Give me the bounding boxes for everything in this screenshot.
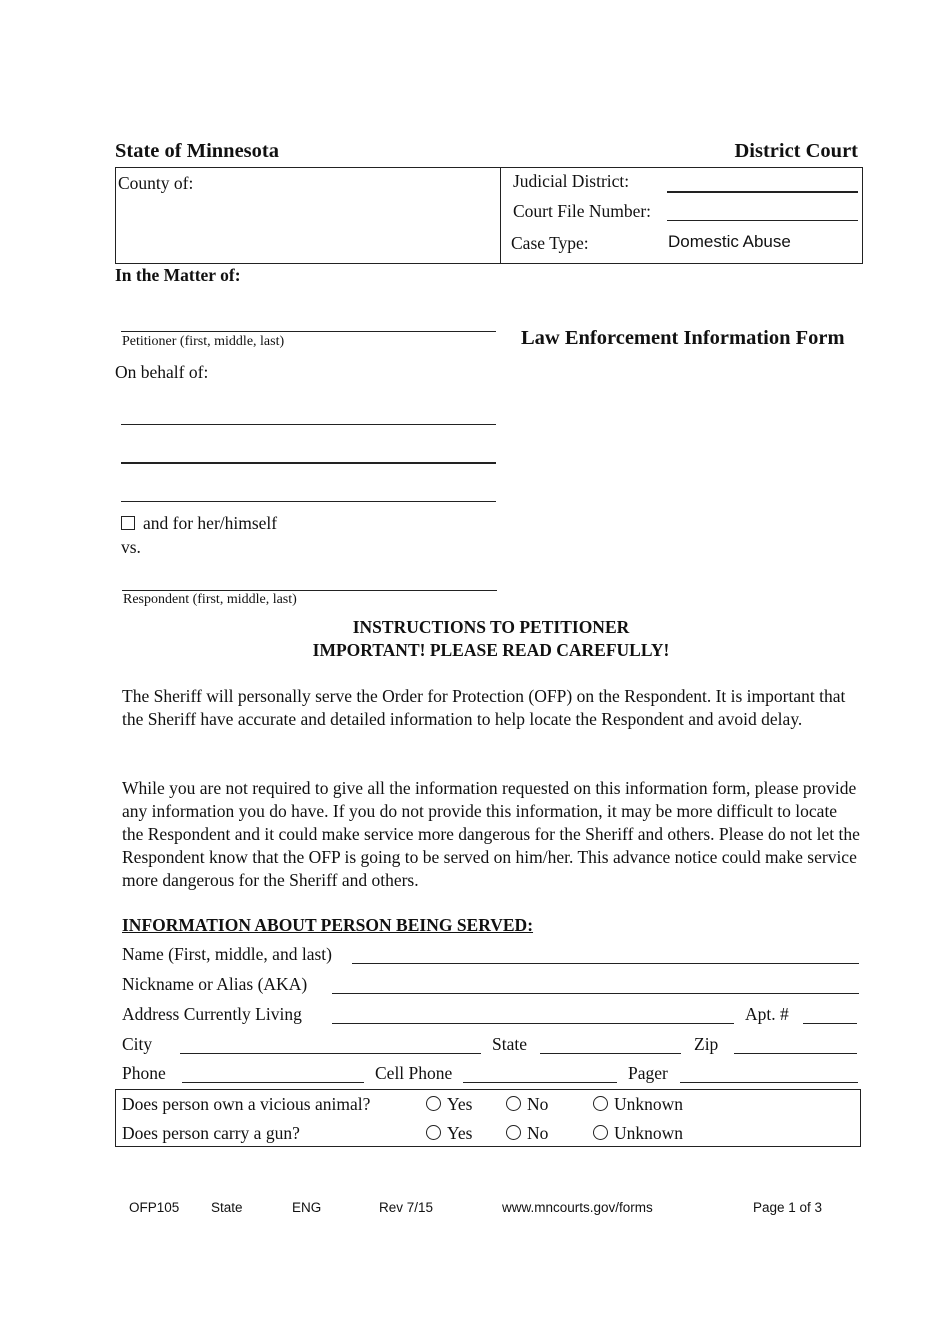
footer-url[interactable]: www.mncourts.gov/forms [502,1200,653,1215]
carry-gun-no[interactable] [506,1123,548,1144]
cell-phone-field[interactable] [463,1082,617,1083]
radio-icon[interactable] [593,1096,608,1111]
radio-icon[interactable] [506,1096,521,1111]
address-field[interactable] [332,1023,734,1024]
footer-language: ENG [292,1200,322,1215]
footer-jurisdiction: State [211,1200,243,1215]
radio-icon[interactable] [593,1125,608,1140]
vicious-animal-question: Does person own a vicious animal? [122,1094,371,1114]
court-file-number-label: Court File Number: [513,201,652,221]
on-behalf-of-label: On behalf of: [115,362,209,382]
pager-field[interactable] [680,1082,858,1083]
and-for-self-label: and for her/himself [143,513,278,533]
behalf-line-2[interactable] [121,462,496,464]
address-label: Address Currently Living [122,1004,302,1024]
apt-field[interactable] [803,1023,857,1024]
vs-label: vs. [121,537,141,557]
form-title: Law Enforcement Information Form [521,327,845,349]
petitioner-label: Petitioner (first, middle, last) [122,334,285,349]
carry-gun-unknown[interactable] [593,1123,683,1144]
alias-label: Nickname or Alias (AKA) [122,974,308,994]
court-file-number-field[interactable] [667,220,858,221]
state-label: State [492,1034,527,1054]
footer-page: Page 1 of 3 [753,1200,823,1215]
city-field[interactable] [180,1053,481,1054]
case-type-value: Domestic Abuse [668,232,791,251]
option-yes-label: Yes [447,1094,473,1114]
important-heading: IMPORTANT! PLEASE READ CAREFULLY! [312,640,670,660]
instructions-paragraph-1: The Sheriff will personally serve the Order for Protection (OFP) on the Respondent. It is important that the Sheriff have accurate and detailed information to help locate the Respondent and avoid delay. [122,686,846,729]
name-label: Name (First, middle, and last) [122,944,332,964]
footer-revision: Rev 7/15 [379,1200,434,1215]
option-no-label: No [527,1123,549,1143]
respondent-name-field[interactable] [122,590,497,591]
vicious-animal-yes[interactable] [426,1094,472,1115]
vicious-animal-no[interactable] [506,1094,548,1115]
in-the-matter-of: In the Matter of: [115,265,241,285]
and-for-self-checkbox[interactable] [121,516,135,530]
radio-icon[interactable] [426,1125,441,1140]
petitioner-name-field[interactable] [121,331,496,332]
respondent-label: Respondent (first, middle, last) [123,592,297,607]
cell-phone-label: Cell Phone [375,1063,453,1083]
phone-field[interactable] [182,1082,364,1083]
state-field[interactable] [540,1053,681,1054]
city-label: City [122,1034,153,1054]
option-yes-label: Yes [447,1123,473,1143]
judicial-district-field[interactable] [667,191,858,193]
person-section-heading: INFORMATION ABOUT PERSON BEING SERVED: [122,915,534,935]
carry-gun-question: Does person carry a gun? [122,1123,300,1143]
behalf-line-3[interactable] [121,501,496,502]
vicious-animal-unknown[interactable] [593,1094,683,1115]
county-label: County of: [118,173,194,193]
radio-icon[interactable] [506,1125,521,1140]
apt-label: Apt. # [745,1004,789,1024]
option-unknown-label: Unknown [614,1123,684,1143]
zip-label: Zip [694,1034,719,1054]
instructions-heading: INSTRUCTIONS TO PETITIONER [352,617,630,637]
phone-label: Phone [122,1063,166,1083]
caption-divider [500,167,501,263]
instructions-paragraph-2: While you are not required to give all the information requested on this information form, please provide any information you do have. If you do not provide this information, it may be more difficult to locate the Respondent and it could make service more dangerous for the Sheriff and others. Please do not let the Respondent know that the OFP is going to be served on him/her. This advance notice could make service more dangerous for the Sheriff and others. [122,778,860,890]
case-type-label: Case Type: [511,233,589,253]
pager-label: Pager [628,1063,668,1083]
option-no-label: No [527,1094,549,1114]
alias-field[interactable] [332,993,859,994]
behalf-line-1[interactable] [121,424,496,425]
name-field[interactable] [352,963,859,964]
judicial-district-label: Judicial District: [513,171,630,191]
zip-field[interactable] [734,1053,857,1054]
footer-form-id: OFP105 [129,1200,180,1215]
court-heading: District Court [734,140,858,162]
option-unknown-label: Unknown [614,1094,684,1114]
and-for-self-row[interactable] [121,513,277,534]
radio-icon[interactable] [426,1096,441,1111]
state-heading: State of Minnesota [115,140,279,162]
carry-gun-yes[interactable] [426,1123,472,1144]
